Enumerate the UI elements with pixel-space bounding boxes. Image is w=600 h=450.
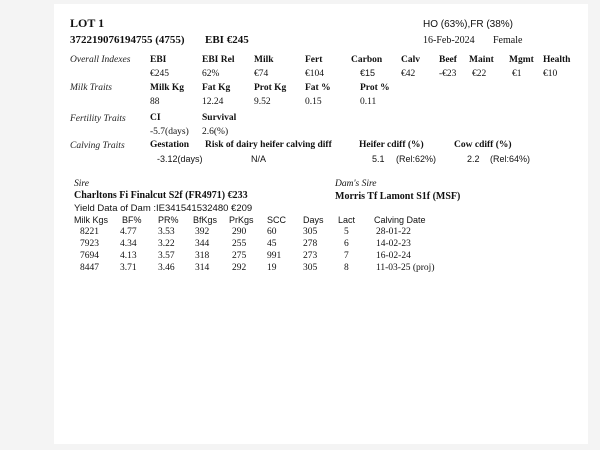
cell-value: 273 bbox=[303, 251, 318, 261]
col-header: Fat Kg bbox=[202, 83, 231, 93]
cell-value: 4.13 bbox=[120, 251, 137, 261]
cell-value: 3.22 bbox=[158, 239, 175, 249]
cell-value: (Rel:64%) bbox=[490, 154, 531, 164]
col-header: CI bbox=[150, 113, 161, 123]
cell-value: 19 bbox=[267, 263, 277, 273]
cell-value: 12.24 bbox=[202, 97, 224, 107]
cell-value: 16-02-24 bbox=[376, 251, 411, 261]
col-header: PR% bbox=[158, 215, 179, 225]
lot-title: LOT 1 bbox=[70, 16, 105, 30]
dams-sire-name: Morris Tf Lamont S1f (MSF) bbox=[335, 191, 461, 202]
col-header: Gestation bbox=[150, 140, 190, 150]
cell-value: 5.1 bbox=[372, 154, 385, 164]
cell-value: -€23 bbox=[439, 69, 457, 79]
col-header: Maint bbox=[469, 55, 494, 65]
col-header: Milk Kgs bbox=[74, 215, 109, 225]
cell-value: -5.7(days) bbox=[150, 127, 189, 137]
col-header: PrKgs bbox=[229, 215, 254, 225]
cell-value: 275 bbox=[232, 251, 247, 261]
col-header: Risk of dairy heifer calving diff bbox=[205, 140, 332, 150]
cell-value: 5 bbox=[344, 227, 349, 237]
cell-value: 344 bbox=[195, 239, 210, 249]
col-header: Calving Date bbox=[374, 215, 426, 225]
cell-value: 7694 bbox=[80, 251, 99, 261]
cell-value: 278 bbox=[303, 239, 318, 249]
cell-value: 45 bbox=[267, 239, 277, 249]
cell-value: 11-03-25 (proj) bbox=[376, 263, 435, 273]
col-header: Milk bbox=[254, 55, 274, 65]
cell-value: 3.71 bbox=[120, 263, 137, 273]
cell-value: 3.53 bbox=[158, 227, 175, 237]
ebi-summary: EBI €245 bbox=[205, 34, 249, 46]
sire-name: Charltons Fi Finalcut S2f (FR4971) €233 bbox=[74, 190, 248, 201]
cell-value: 0.11 bbox=[360, 97, 377, 107]
cell-value: 8 bbox=[344, 263, 349, 273]
cell-value: (Rel:62%) bbox=[396, 154, 437, 164]
cell-value: €74 bbox=[254, 69, 269, 79]
breed-composition: HO (63%),FR (38%) bbox=[423, 19, 514, 30]
col-header: SCC bbox=[267, 215, 287, 225]
col-header: Fert bbox=[305, 55, 323, 65]
cell-value: 8447 bbox=[80, 263, 99, 273]
overall-indexes-label: Overall Indexes bbox=[70, 55, 131, 65]
cell-value: €245 bbox=[150, 69, 169, 79]
cell-value: 8221 bbox=[80, 227, 99, 237]
col-header: Mgmt bbox=[509, 55, 534, 65]
cell-value: €22 bbox=[472, 69, 487, 79]
cell-value: 4.34 bbox=[120, 239, 137, 249]
col-header: BfKgs bbox=[193, 215, 218, 225]
cell-value: 305 bbox=[303, 227, 318, 237]
cell-value: 292 bbox=[232, 263, 247, 273]
col-header: Prot Kg bbox=[254, 83, 287, 93]
cell-value: 7 bbox=[344, 251, 349, 261]
cell-value: 28-01-22 bbox=[376, 227, 411, 237]
col-header: Days bbox=[303, 215, 324, 225]
cell-value: 0.15 bbox=[305, 97, 322, 107]
col-header: Health bbox=[543, 55, 571, 65]
col-header: EBI Rel bbox=[202, 55, 235, 65]
col-header: Survival bbox=[202, 113, 237, 123]
cell-value: 7923 bbox=[80, 239, 99, 249]
cell-value: 2.6(%) bbox=[202, 127, 229, 137]
cell-value: €10 bbox=[543, 69, 558, 79]
cell-value: 305 bbox=[303, 263, 318, 273]
col-header: Cow cdiff (%) bbox=[454, 140, 512, 150]
cell-value: 9.52 bbox=[254, 97, 271, 107]
sire-label: Sire bbox=[74, 179, 89, 189]
col-header: Calv bbox=[401, 55, 420, 65]
cell-value: 2.2 bbox=[467, 154, 480, 164]
col-header: Milk Kg bbox=[150, 83, 185, 93]
cell-value: 4.77 bbox=[120, 227, 137, 237]
col-header: Fat % bbox=[305, 83, 331, 93]
cell-value: €42 bbox=[401, 69, 416, 79]
cell-value: €15 bbox=[360, 68, 376, 78]
animal-sex: Female bbox=[493, 35, 523, 46]
yield-data-title: Yield Data of Dam :IE341541532480 €209 bbox=[74, 203, 253, 214]
fertility-traits-label: Fertility Traits bbox=[70, 114, 126, 124]
tag-number: 372219076194755 (4755) bbox=[70, 34, 185, 46]
milk-traits-label: Milk Traits bbox=[70, 83, 112, 93]
cell-value: 318 bbox=[195, 251, 210, 261]
catalogue-page bbox=[54, 4, 588, 444]
col-header: Beef bbox=[439, 55, 457, 65]
cell-value: -3.12(days) bbox=[157, 154, 203, 164]
col-header: Lact bbox=[338, 215, 356, 225]
cell-value: 14-02-23 bbox=[376, 239, 411, 249]
report-date: 16-Feb-2024 bbox=[423, 35, 475, 46]
cell-value: 6 bbox=[344, 239, 349, 249]
cell-value: 3.46 bbox=[158, 263, 175, 273]
dams-sire-label: Dam's Sire bbox=[335, 179, 377, 189]
col-header: EBI bbox=[150, 55, 167, 65]
col-header: Carbon bbox=[351, 55, 383, 65]
cell-value: 392 bbox=[195, 227, 210, 237]
cell-value: 60 bbox=[267, 227, 277, 237]
cell-value: 88 bbox=[150, 97, 160, 107]
cell-value: 991 bbox=[267, 251, 282, 261]
cell-value: 3.57 bbox=[158, 251, 175, 261]
cell-value: 255 bbox=[232, 239, 247, 249]
cell-value: €104 bbox=[305, 69, 324, 79]
col-header: BF% bbox=[122, 215, 142, 225]
cell-value: 62% bbox=[202, 69, 220, 79]
calving-traits-label: Calving Traits bbox=[70, 141, 125, 151]
cell-value: 290 bbox=[232, 227, 247, 237]
cell-value: N/A bbox=[251, 154, 267, 164]
col-header: Prot % bbox=[360, 83, 390, 93]
col-header: Heifer cdiff (%) bbox=[359, 140, 424, 150]
cell-value: €1 bbox=[512, 69, 522, 79]
cell-value: 314 bbox=[195, 263, 210, 273]
